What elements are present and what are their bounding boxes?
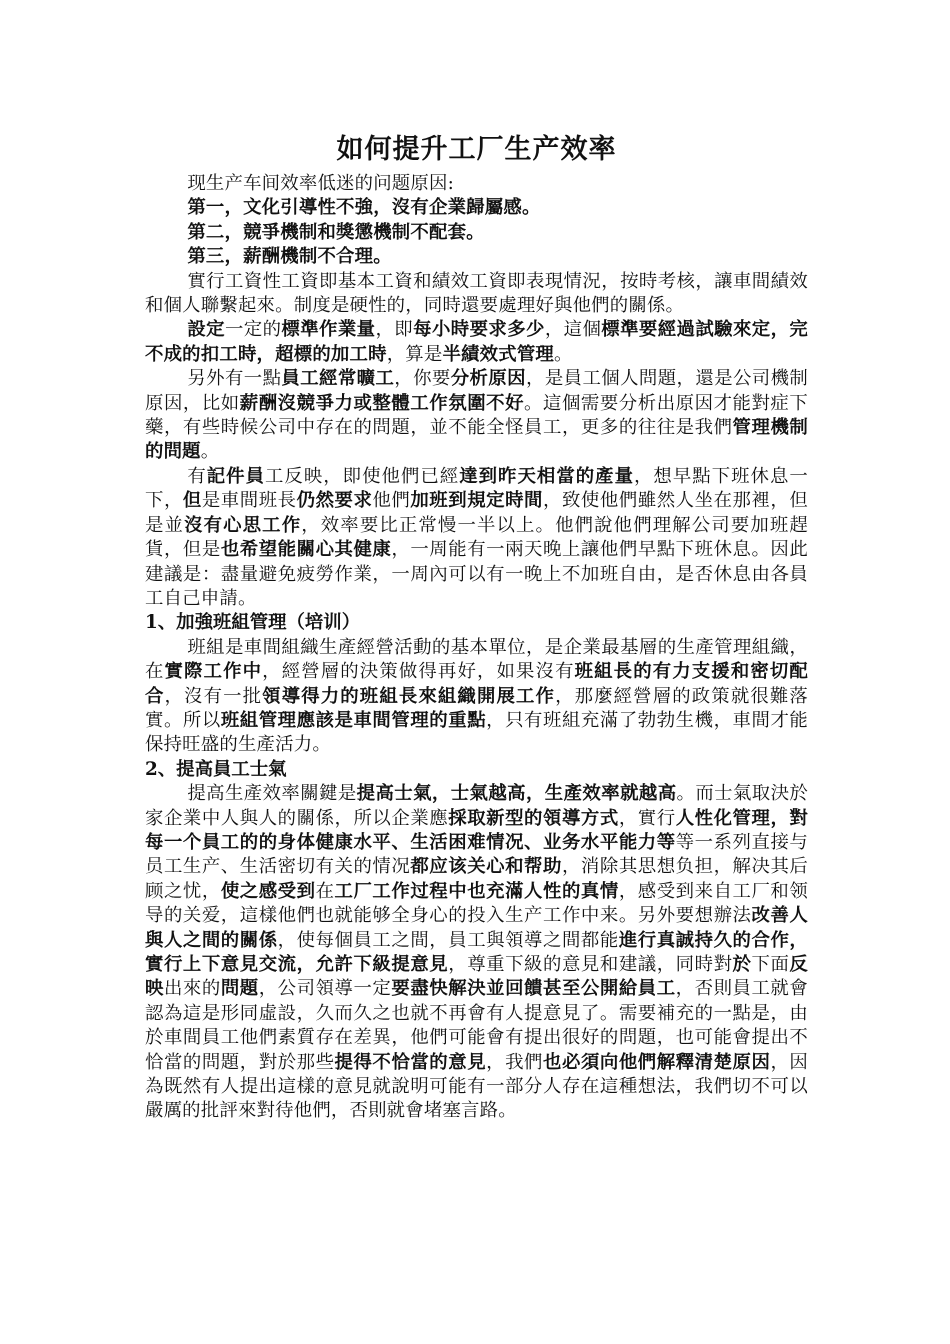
bold-text-run: 記件員 [206, 465, 265, 487]
bold-text-run: 要盡快解決並回饋甚至公開給員工 [391, 978, 676, 1000]
bold-text-run: 工厂工作过程中也充滿人性的真情 [334, 880, 619, 902]
bold-text-run: 採取新型的領導方式 [448, 807, 619, 829]
text-run: ，消除其思想负担，解决其后顾之忧， [145, 856, 808, 902]
bold-text-run: 仍然要求 [296, 490, 373, 512]
text-run: ，即 [375, 319, 414, 341]
bold-text-run: 班組長的有力支援和密切配合 [145, 661, 808, 707]
bold-text-run: 半績效式管理 [442, 343, 555, 365]
text-run: ，你要 [394, 368, 451, 390]
text-run: 在 [315, 880, 335, 902]
text-run: 是車間班長 [201, 490, 297, 512]
bold-text-run: 分析原因 [450, 368, 526, 390]
bold-text-run: 於 [732, 954, 752, 975]
paragraph-absenteeism [145, 367, 808, 465]
reason-1: 第一，文化引導性不強，沒有企業歸屬感。 [187, 197, 541, 219]
bold-text-run: 使之感受到 [220, 880, 316, 902]
reason-2: 第二，競爭機制和獎懲機制不配套。 [187, 221, 485, 243]
bold-text-run: 也必須向他們解釋清楚原因 [543, 1051, 771, 1073]
intro-line: 现生产车间效率低迷的问题原因: [187, 173, 454, 194]
text-run: ，致使他們雖然人坐在那裡，但是並 [145, 490, 808, 536]
bold-text-run: 也希望能關心其健康 [220, 539, 392, 561]
text-run: ，使每個員工之間，員工與領導之間都能 [277, 929, 619, 951]
text-run: ，一周能有一兩天晚上讓他們早點下班休息。因此建議是：盡量避免疲勞作業，一周內可以有一晚上不加班自由，是否休息由各員工自己申請。 [145, 539, 808, 609]
bold-text-run: 管理機制的問題 [145, 417, 808, 463]
text-run: 另外有一點 [187, 368, 282, 390]
bold-text-run: 提得不恰當的意見 [334, 1051, 487, 1073]
bold-text-run: 進行真誠持久的合作，實行上下意見交流，允許下級提意見 [145, 929, 808, 975]
bold-text-run: 設定 [187, 319, 225, 341]
text-run: 提高生產效率關鍵是 [187, 783, 357, 805]
text-run: ，沒有一批 [164, 685, 263, 707]
text-run: 下面 [751, 954, 790, 975]
text-run: ，那麼經營層的政策就很難落實。所以 [145, 685, 808, 731]
text-run: 他們 [372, 490, 411, 512]
bold-text-run: 標準要經過試驗來定，完不成的扣工時，超標的加工時 [145, 319, 809, 365]
text-run: ，否則員工就會認為這是形同虛設，久而久之也就不再會有人提意見了。需要補充的一點是，由於車間員工他們素質存在差異，他們可能會有提出很好的問題，也可能會提出不恰當的問題，對於那些 [145, 978, 808, 1073]
bold-text-run: 加班到規定時間 [410, 490, 544, 512]
bold-text-run: 沒有心思工作 [184, 514, 302, 536]
text-run: ，經營層的決策做得再好，如果沒有 [262, 661, 575, 683]
bold-text-run: 人性化管理，對每一个員工的的身体健康水平、生活困难情况、业务水平能力等 [145, 807, 808, 853]
text-run: 有 [187, 465, 207, 487]
paragraph-standard-workload [145, 318, 808, 367]
heading-morale: 2、提高員工士氣 [145, 758, 287, 780]
bold-text-run: 但 [182, 490, 202, 512]
paragraph-morale [145, 782, 808, 1124]
bold-text-run: 問題 [220, 978, 259, 1000]
text-run: 一定的 [224, 319, 282, 341]
text-run: ，只有班組充滿了勃勃生機，車間才能保持旺盛的生產活力。 [145, 709, 808, 756]
text-run: ，感受到来自工厂和领导的关爱，這樣他們也就能够全身心的投入生产工作中来。另外要想辦法 [145, 880, 808, 927]
bold-text-run: 薪酬沒競爭力或整體工作氛圍不好 [239, 392, 525, 414]
bold-text-run: 實際工作中 [164, 661, 263, 683]
text-run: ，因為既然有人提出這樣的意見就說明可能有一部分人存在這種想法，我們切不可以嚴厲的批評來對待他們，否則就會堵塞言路。 [145, 1051, 808, 1122]
text-run: ，我們 [486, 1051, 544, 1073]
bold-text-run: 領導得力的班組長來組織開展工作 [262, 685, 556, 707]
heading-team-management: 1、加強班組管理（培训） [145, 612, 361, 634]
paragraph-team-management [145, 636, 808, 758]
text-run: ，實行 [618, 807, 676, 829]
text-run: 工反映，即使他們已經 [265, 465, 460, 487]
text-run: 。 [200, 441, 220, 463]
text-run: 。而士氣取決於家企業中人與人的關係，所以企業應 [145, 783, 808, 829]
text-run: 等一系列直接与员工生产、生活密切有关的情况 [145, 831, 808, 878]
text-run: ，這個 [544, 319, 602, 341]
text-run: ，想早點下班休息一下， [145, 465, 808, 512]
document-title: 如何提升工厂生产效率 [336, 134, 617, 165]
text-run: ，效率要比正常慢一半以上。他們說他們理解公司要加班趕貨，但是 [145, 514, 809, 561]
bold-text-run: 每小時要求多少 [413, 319, 545, 341]
text-run: 出來的 [163, 978, 221, 1000]
text-run: 。這個需要分析出原因才能對症下藥，有些時候公司中存在的問題，並不能全怪員工，更多的往往是我們 [145, 392, 808, 439]
bold-text-run: 反映 [145, 954, 808, 1000]
bold-text-run: 標準作業量 [281, 319, 376, 341]
text-run: ，公司領導一定 [258, 978, 392, 1000]
text-run: ，算是 [386, 343, 443, 365]
bold-text-run: 提高士氣，士氣越高，生產效率就越高 [356, 783, 677, 805]
bold-text-run: 員工經常曠工 [281, 368, 395, 390]
paragraph-overtime [145, 465, 808, 611]
reason-3: 第三，薪酬機制不合理。 [187, 246, 392, 268]
text-run: ，是員工個人問題，還是公司機制原因，比如 [145, 368, 808, 414]
paragraph-wage-system: 實行工資性工資即基本工資和績效工資即表現情況，按時考核，讓車間績效和個人聯繫起來。制度是硬性的，同時還要處理好與他們的關係。 [145, 270, 808, 317]
bold-text-run: 班組管理應該是車間管理的重點 [220, 709, 487, 731]
text-run: 班組是車間組織生產經營活動的基本單位，是企業最基層的生產管理組織，在 [145, 636, 808, 683]
text-run: 。 [554, 343, 573, 365]
bold-text-run: 都应该关心和帮助 [410, 856, 562, 878]
text-run: ，尊重下級的意見和建議，同時對 [448, 954, 733, 975]
bold-text-run: 達到昨天相當的產量 [459, 465, 635, 487]
bold-text-run: 改善人與人之間的關係 [145, 905, 808, 951]
